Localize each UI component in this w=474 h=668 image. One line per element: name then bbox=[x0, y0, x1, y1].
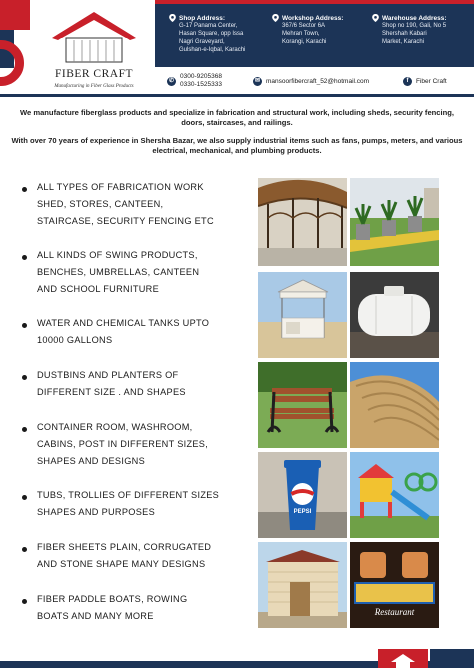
brand-name: FIBER CRAFT bbox=[54, 68, 134, 80]
list-item bbox=[22, 320, 254, 349]
bullet-icon bbox=[22, 255, 27, 260]
list-item-line: TUBS, TROLLIES OF DIFFERENT SIZES bbox=[37, 490, 220, 500]
address-panel bbox=[155, 0, 474, 67]
email-icon: ✉ bbox=[254, 78, 261, 84]
brand-tagline: Manufacturing in Fiber Glass Products bbox=[54, 84, 134, 89]
list-item bbox=[22, 544, 254, 573]
list-item bbox=[22, 492, 254, 521]
list-item-line: ALL KINDS OF SWING PRODUCTS, bbox=[37, 250, 198, 260]
list-item-line: 10000 GALLONS bbox=[37, 335, 113, 345]
dustbin-photo bbox=[258, 452, 347, 538]
house-logo-icon bbox=[46, 8, 142, 66]
container-room-photo bbox=[258, 542, 347, 628]
water-tank-photo bbox=[350, 272, 439, 358]
email-contact bbox=[253, 77, 369, 86]
warehouse-address-heading: Warehouse Address: bbox=[382, 14, 447, 22]
list-item-line: AND STONE SHAPE MANY DESIGNS bbox=[37, 559, 206, 569]
shop-address-line: G-17 Panama Center, bbox=[179, 23, 238, 29]
shop-address-line: Nagri Graveyard, bbox=[179, 39, 225, 45]
list-item-line: CONTAINER ROOM, WASHROOM, bbox=[37, 422, 193, 432]
list-item-line: SHAPES AND PURPOSES bbox=[37, 507, 156, 517]
phone-number[interactable]: 0330-1525333 bbox=[180, 81, 222, 88]
list-item-line: BOATS AND MANY MORE bbox=[37, 611, 154, 621]
list-item bbox=[22, 184, 254, 230]
planters-photo bbox=[350, 178, 439, 266]
workshop-address-heading: Workshop Address: bbox=[282, 14, 344, 22]
list-item-line: STAIRCASE, SECURITY FENCING ETC bbox=[37, 216, 214, 226]
bullet-icon bbox=[22, 495, 27, 500]
fabrication-shed-photo bbox=[258, 178, 347, 266]
garden-bench-photo bbox=[258, 362, 347, 448]
bullet-icon bbox=[22, 599, 27, 604]
list-item-line: CABINS, POST IN DIFFERENT SIZES, bbox=[37, 439, 209, 449]
corner-red-block bbox=[0, 0, 30, 30]
list-item bbox=[22, 424, 254, 470]
list-item-line: DUSTBINS AND PLANTERS OF bbox=[37, 370, 179, 380]
list-item-line: AND SCHOOL FURNITURE bbox=[37, 284, 160, 294]
canteen-kiosk-photo bbox=[258, 272, 347, 358]
list-item-line: SHED, STORES, CANTEEN, bbox=[37, 199, 164, 209]
list-item bbox=[22, 372, 254, 401]
bullet-icon bbox=[22, 375, 27, 380]
bullet-icon bbox=[22, 427, 27, 432]
dustbin-label: PEPSI bbox=[293, 509, 312, 515]
facebook-contact bbox=[403, 77, 447, 86]
bullet-icon bbox=[22, 547, 27, 552]
bullet-icon bbox=[22, 323, 27, 328]
location-pin-icon bbox=[372, 14, 379, 22]
workshop-address bbox=[272, 14, 343, 46]
location-pin-icon bbox=[169, 14, 176, 22]
location-pin-icon bbox=[272, 14, 279, 22]
list-item bbox=[22, 252, 254, 298]
facebook-page[interactable]: Fiber Craft bbox=[416, 78, 447, 85]
facebook-icon: f bbox=[403, 77, 412, 86]
bullet-icon bbox=[22, 187, 27, 192]
house-icon bbox=[389, 652, 417, 668]
restaurant-boat-photo bbox=[350, 542, 439, 628]
list-item-line: FIBER PADDLE BOATS, ROWING bbox=[37, 594, 188, 604]
list-item-line: SHAPES AND DESIGNS bbox=[37, 456, 146, 466]
list-item-line: ALL TYPES OF FABRICATION WORK bbox=[37, 182, 204, 192]
phone-contact bbox=[167, 73, 222, 89]
intro-paragraph: We manufacture fiberglass products and specialize in fabrication and structural work, including sheds, security fencing, doors, staircases, and railings. bbox=[19, 108, 455, 127]
list-item bbox=[22, 596, 254, 625]
restaurant-label: Restaurant bbox=[374, 607, 415, 617]
red-arc-decoration bbox=[0, 40, 24, 86]
warehouse-address-line: Market, Karachi bbox=[382, 39, 425, 45]
footer-navy-block bbox=[430, 649, 474, 668]
whatsapp-icon: ✆ bbox=[168, 77, 175, 84]
intro-paragraph: With over 70 years of experience in Shersha Bazar, we also supply industrial items such as fans, pumps, meters, and various electrical, mechanical, and plumbing products. bbox=[11, 136, 463, 155]
playground-swing-photo bbox=[350, 452, 439, 538]
phone-number[interactable]: 0300-9205368 bbox=[180, 73, 222, 80]
warehouse-address bbox=[372, 14, 447, 46]
shop-address-line: Hasan Square, opp Issa bbox=[179, 31, 244, 37]
workshop-address-line: Mehran Town, bbox=[282, 31, 320, 37]
email-address[interactable]: mansoorfibercraft_52@hotmail.com bbox=[266, 78, 370, 85]
list-item-line: FIBER SHEETS PLAIN, CORRUGATED bbox=[37, 542, 212, 552]
page-header bbox=[0, 0, 474, 98]
warehouse-address-line: Shop no 190, Gali, No 5 bbox=[382, 23, 447, 29]
list-item-line: DIFFERENT SIZE . AND SHAPES bbox=[37, 387, 186, 397]
intro-text bbox=[10, 108, 464, 156]
list-item-line: BENCHES, UMBRELLAS, CANTEEN bbox=[37, 267, 200, 277]
workshop-address-line: Korangi, Karachi bbox=[282, 39, 327, 45]
shop-address bbox=[169, 14, 245, 54]
corrugated-canopy-photo bbox=[350, 362, 439, 448]
shop-address-line: Gulshan-e-Iqbal, Karachi bbox=[179, 47, 246, 53]
shop-address-heading: Shop Address: bbox=[179, 14, 225, 22]
contact-bar bbox=[155, 67, 474, 98]
brand-logo bbox=[40, 8, 148, 94]
warehouse-address-line: Shershah Kabari bbox=[382, 31, 427, 37]
workshop-address-line: 367/6 Sector 6A bbox=[282, 23, 326, 29]
list-item-line: WATER AND CHEMICAL TANKS UPTO bbox=[37, 318, 210, 328]
